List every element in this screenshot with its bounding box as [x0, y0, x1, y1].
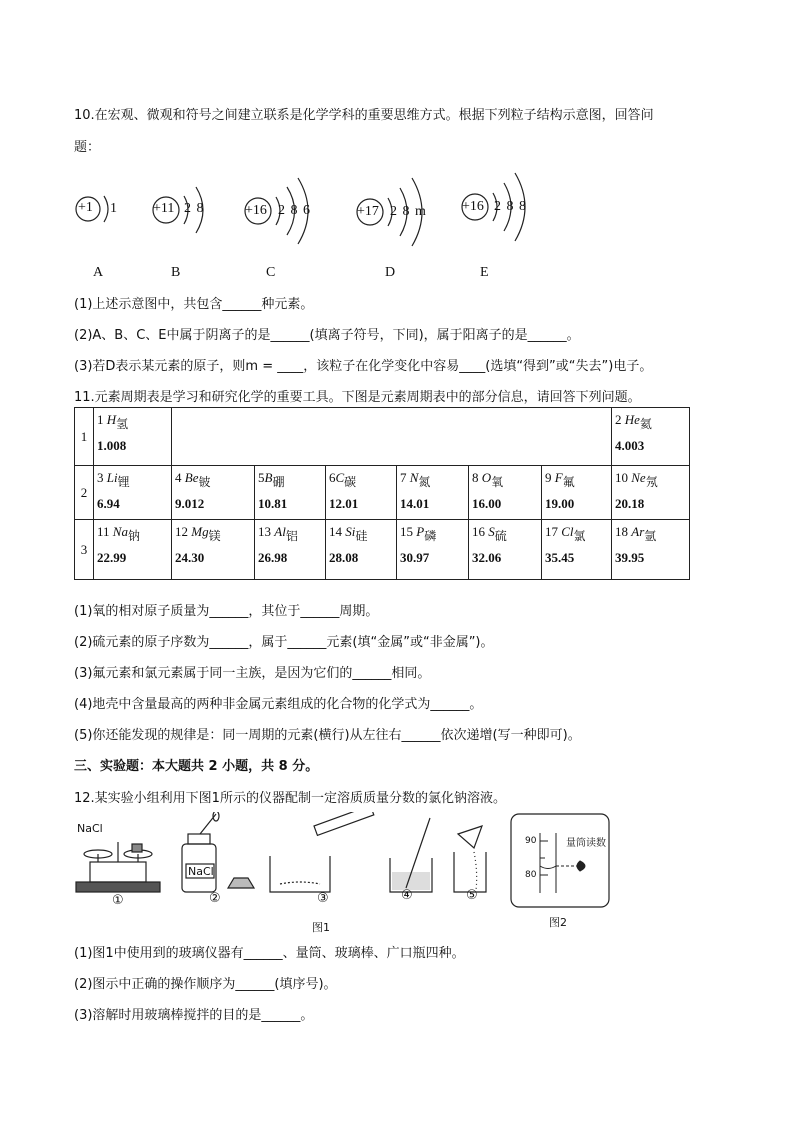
- q11-sub3: (3)氟元素和氯元素属于同一主族，是因为它们的______相同。: [74, 666, 431, 681]
- atom-c-letter: C: [266, 265, 276, 280]
- figure-1-caption: 图1: [312, 921, 330, 934]
- lab-apparatus-figure: [70, 812, 510, 912]
- period-number: 1: [75, 408, 94, 466]
- step-4-label: ④: [401, 888, 413, 903]
- atom-b-letter: B: [171, 265, 181, 280]
- atom-e-letter: E: [480, 265, 489, 280]
- nacl-balance-label: NaCl: [77, 822, 103, 835]
- q11-sub2: (2)硫元素的原子序数为______，属于______元素(填“金属”或“非金属”)。: [74, 635, 494, 650]
- q11-sub5: (5)你还能发现的规律是：同一周期的元素(横行)从左往右______依次递增(写一种即可)。: [74, 728, 581, 743]
- element-cell: 14 Si硅 28.08: [326, 520, 397, 580]
- step-1-label: ①: [112, 893, 124, 908]
- element-cell: 11 Na钠 22.99: [94, 520, 172, 580]
- q10-line1: 10.在宏观、微观和符号之间建立联系是化学学科的重要思维方式。根据下列粒子结构示意图，回答问: [74, 108, 654, 123]
- q12-intro: 12.某实验小组利用下图1所示的仪器配制一定溶质质量分数的氯化钠溶液。: [74, 791, 506, 806]
- element-cell: 12 Mg镁 24.30: [172, 520, 255, 580]
- atom-b-electrons: 2 8: [184, 201, 204, 216]
- periodic-table: [74, 407, 690, 580]
- q12-sub1: (1)图1中使用到的玻璃仪器有______、量筒、玻璃棒、广口瓶四种。: [74, 946, 465, 961]
- element-cell: 3 Li锂 6.94: [94, 466, 172, 520]
- table-row: [75, 520, 690, 580]
- figure-2-caption: 图2: [549, 916, 567, 929]
- cylinder-reading-figure: [510, 813, 610, 909]
- element-cell: 8 O氧 16.00: [469, 466, 542, 520]
- atom-d-letter: D: [385, 265, 396, 280]
- q11-sub4: (4)地壳中含量最高的两种非金属元素组成的化合物的化学式为______。: [74, 697, 483, 712]
- empty-span-cell: [172, 408, 612, 466]
- period-number: 3: [75, 520, 94, 580]
- element-cell: 6C碳 12.01: [326, 466, 397, 520]
- atom-a-electrons: 1: [110, 201, 117, 216]
- element-cell: 18 Ar氩 39.95: [612, 520, 690, 580]
- element-cell: 17 Cl氯 35.45: [542, 520, 612, 580]
- atom-c-electrons: 2 8 6: [278, 203, 310, 218]
- element-cell: 4 Be铍 9.012: [172, 466, 255, 520]
- element-cell: 10 Ne氖 20.18: [612, 466, 690, 520]
- atom-structure-diagrams: [60, 160, 580, 290]
- q12-sub3: (3)溶解时用玻璃棒搅拌的目的是______。: [74, 1008, 314, 1023]
- q10-line2: 题：: [74, 140, 101, 155]
- cylinder-reading-title: 量筒读数: [566, 838, 606, 849]
- nacl-bottle-label: NaCl: [188, 865, 214, 878]
- step-2-label: ②: [209, 891, 221, 906]
- atom-a-letter: A: [93, 265, 104, 280]
- q10-sub2: (2)A、B、C、E中属于阴离子的是______(填离子符号，下同)，属于阳离子的是______。: [74, 328, 580, 343]
- element-cell: 5B硼 10.81: [255, 466, 326, 520]
- q12-sub2: (2)图示中正确的操作顺序为______(填序号)。: [74, 977, 337, 992]
- q11-sub1: (1)氧的相对原子质量为______，其位于______周期。: [74, 604, 379, 619]
- element-cell: 16 S硫 32.06: [469, 520, 542, 580]
- atom-e-electrons: 2 8 8: [494, 199, 526, 214]
- element-cell: 13 Al铝 26.98: [255, 520, 326, 580]
- atom-b-nucleus: +11: [153, 201, 175, 216]
- section-heading: 三、实验题：本大题共 2 小题，共 8 分。: [74, 759, 319, 774]
- element-cell: 7 N氮 14.01: [397, 466, 469, 520]
- q10-sub3: (3)若D表示某元素的原子，则m = ____，该粒子在化学变化中容易____(选填“得到”或“失去”)电子。: [74, 359, 653, 374]
- q10-sub1: (1)上述示意图中，共包含______种元素。: [74, 297, 314, 312]
- cylinder-tick-90: 90: [525, 836, 537, 846]
- q11-intro: 11.元素周期表是学习和研究化学的重要工具。下图是元素周期表中的部分信息，请回答下列问题。: [74, 390, 641, 405]
- table-row: [75, 408, 690, 466]
- cylinder-tick-80: 80: [525, 870, 537, 880]
- step-3-label: ③: [317, 891, 329, 906]
- atom-a-nucleus: +1: [78, 200, 93, 215]
- atom-c-nucleus: +16: [245, 203, 267, 218]
- period-number: 2: [75, 466, 94, 520]
- element-cell: 15 P磷 30.97: [397, 520, 469, 580]
- step-5-label: ⑤: [466, 888, 478, 903]
- atom-d-electrons: 2 8 m: [390, 204, 426, 219]
- element-cell: 2 He氦 4.003: [612, 408, 690, 466]
- atom-d-nucleus: +17: [357, 204, 379, 219]
- element-cell: 9 F氟 19.00: [542, 466, 612, 520]
- element-cell: 1 H氢 1.008: [94, 408, 172, 466]
- atom-e-nucleus: +16: [462, 199, 484, 214]
- table-row: [75, 466, 690, 520]
